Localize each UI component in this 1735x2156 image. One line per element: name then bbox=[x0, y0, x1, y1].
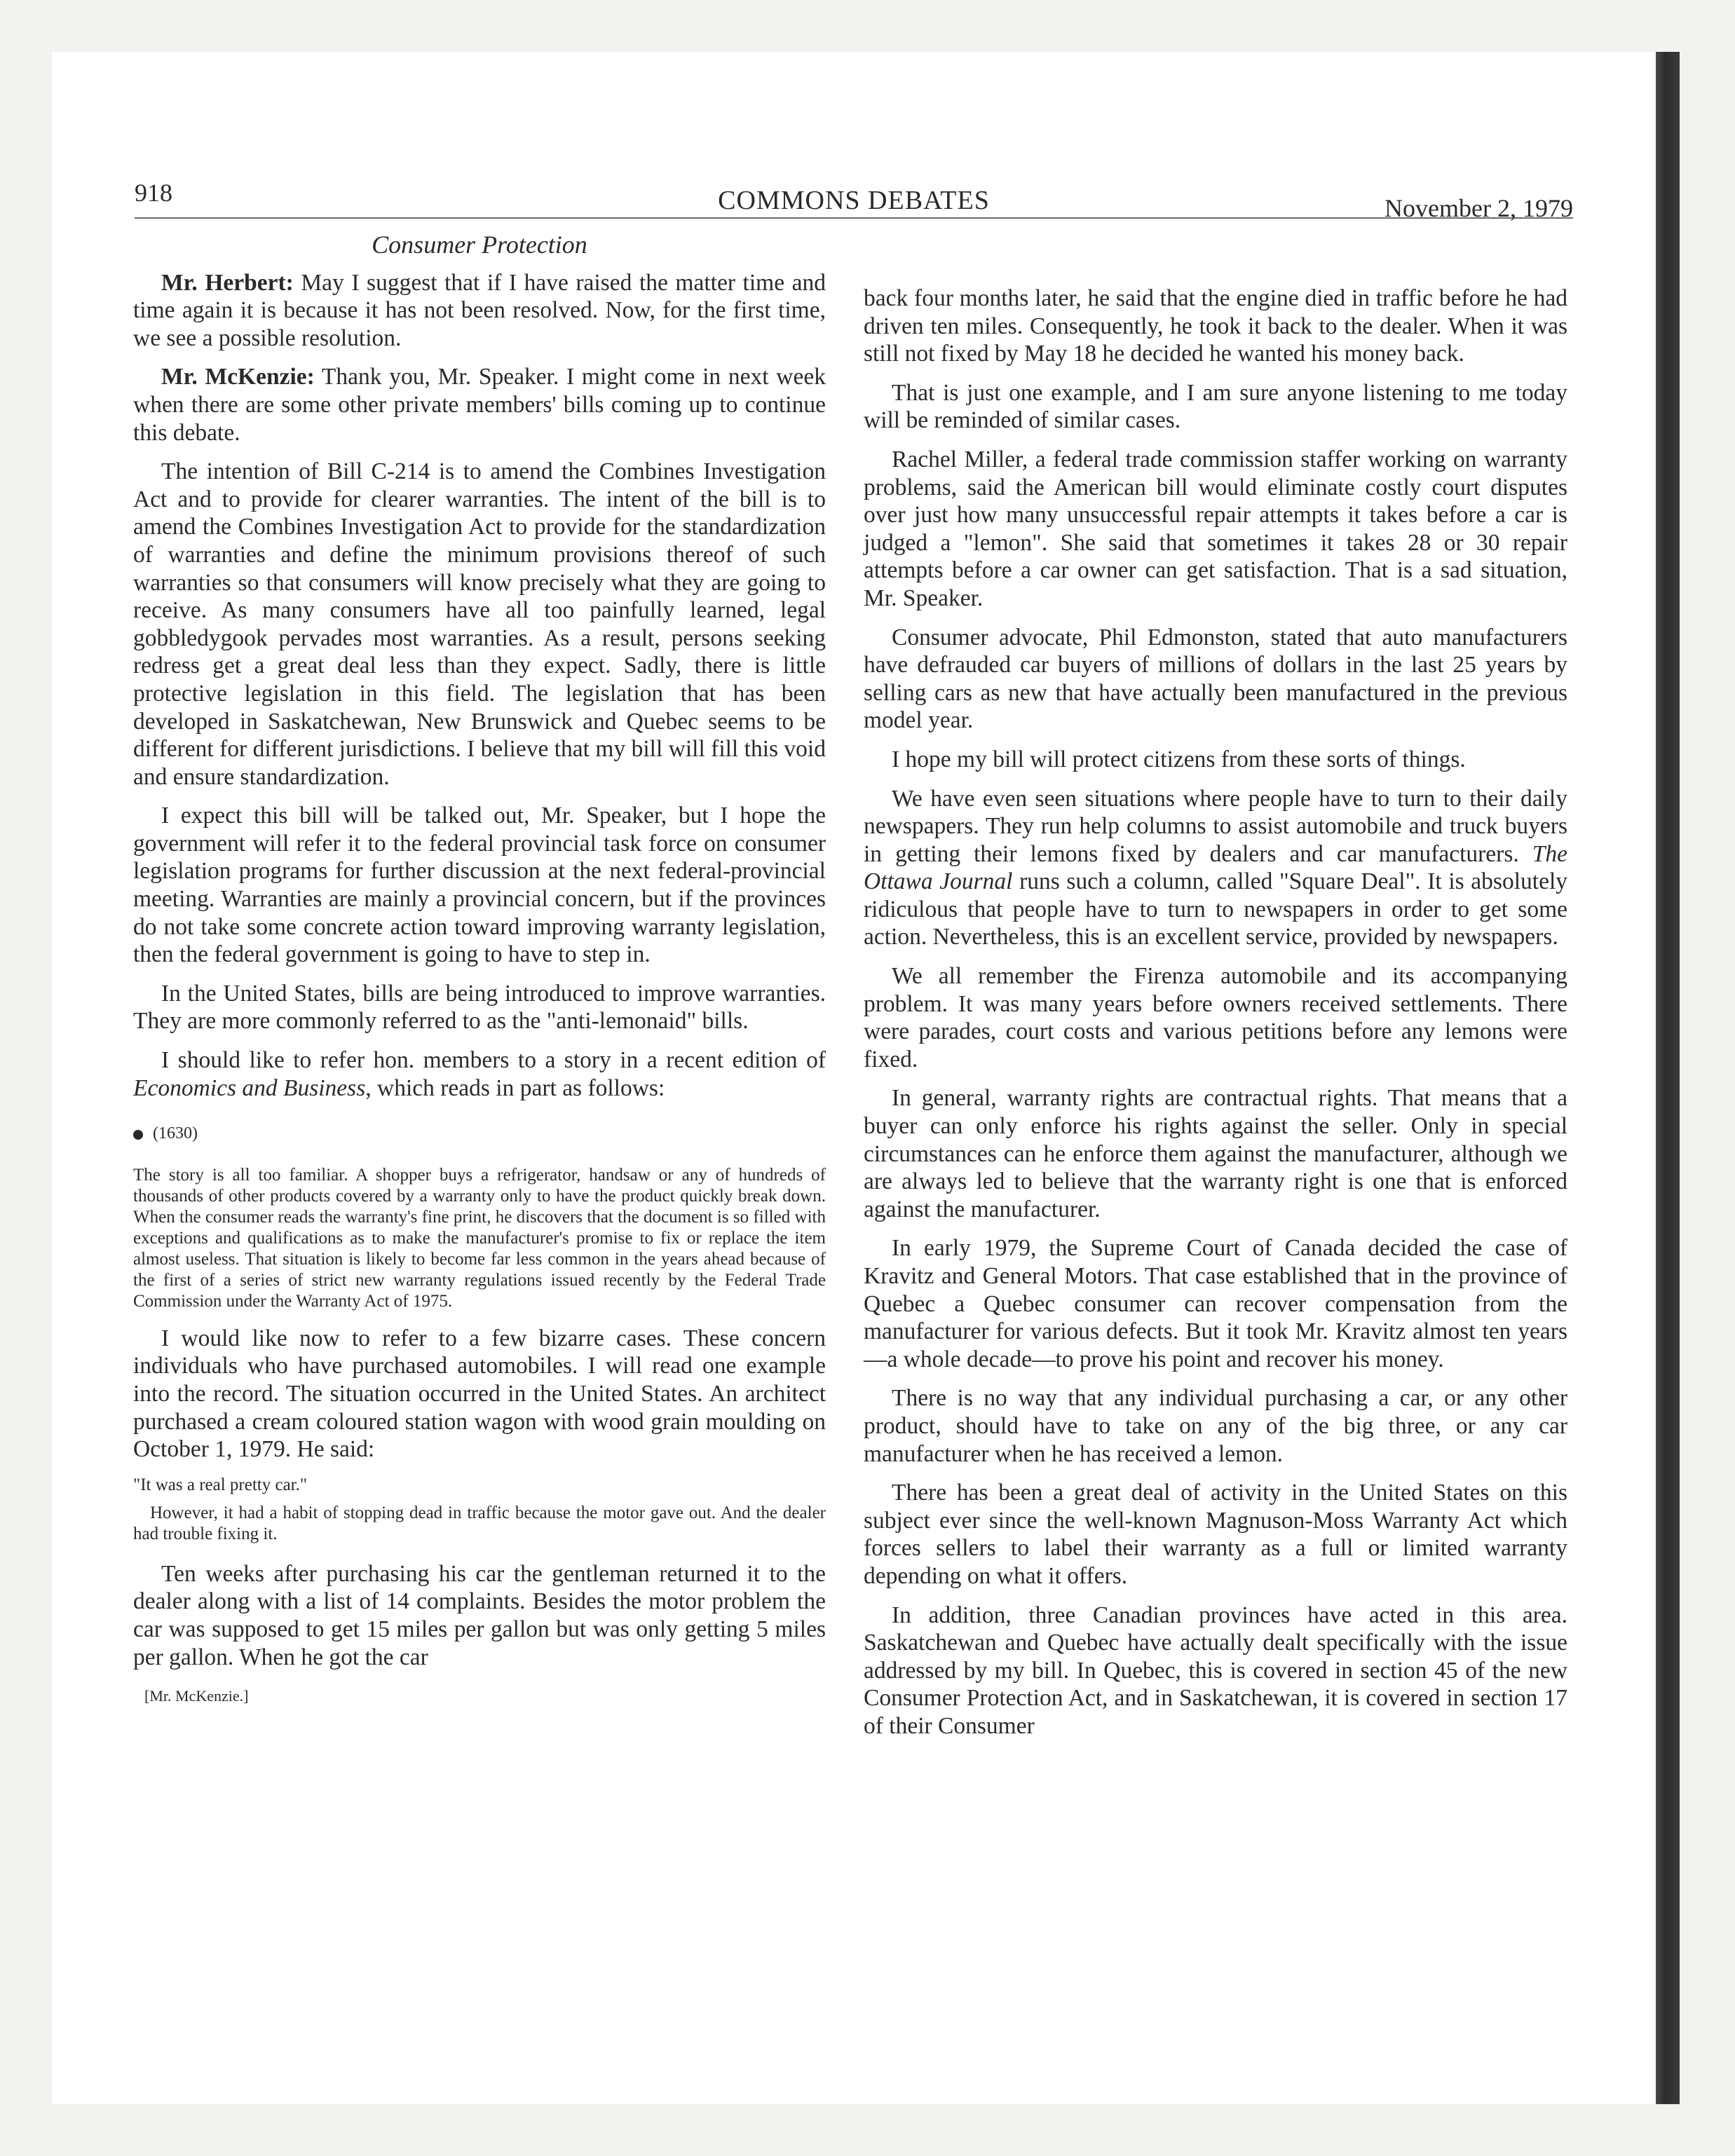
paragraph: I expect this bill will be talked out, Mr. Speaker, but I hope the government will refer it to the federal provincial task force on consumer legislation programs for further discussion at the next federal-provincial meeting. Warranties are mainly a provincial concern, but if the provinces do not take some concrete action toward improving warranty legislation, then the federal government is going to have to step in. bbox=[133, 803, 826, 968]
time-marker bbox=[133, 1120, 826, 1148]
paragraph: I would like now to refer to a few bizarre cases. These concern individuals who have purchased automobiles. I will read one example into the record. The situation occurred in the United States. An architect purchased a cream coloured station wagon with wood grain moulding on October 1, 1979. He said: bbox=[133, 1325, 826, 1463]
running-title: COMMONS DEBATES bbox=[718, 186, 990, 215]
publication-title: Economics and Business bbox=[133, 1074, 366, 1101]
paragraph: Rachel Miller, a federal trade commission staffer working on warranty problems, said the American bill would eliminate costly court disputes over just how many unsuccessful repair attempts it takes before a car is judged a "lemon". She said that sometimes it takes 28 or 30 repair attempts before a car owner can get satisfaction. That is a sad situation, Mr. Speaker. bbox=[864, 446, 1567, 611]
page-date: November 2, 1979 bbox=[1384, 194, 1573, 222]
block-quote: The story is all too familiar. A shopper buys a refrigerator, handsaw or any of hundreds of thousands of other products covered by a warranty only to have the product quickly break down. When the consumer reads the warranty's fine print, he discovers that the document is so filled with exceptions and qualifications as to make the manufacturer's promise to fix or replace the item almost useless. That situation is likely to become far less common in the years ahead because of the first of a series of strict new warranty regulations issued recently by the Federal Trade Commission under the Warranty Act of 1975. bbox=[133, 1165, 826, 1311]
time-marker-text: (1630) bbox=[153, 1124, 198, 1143]
paragraph: That is just one example, and I am sure anyone listening to me today will be reminded of similar cases. bbox=[864, 379, 1567, 434]
paragraph bbox=[864, 785, 1567, 952]
publication-title: The Ottawa Journal bbox=[864, 840, 1567, 895]
paragraph-text: I should like to refer hon. members to a story in a recent edition of bbox=[161, 1047, 826, 1074]
paragraph: In general, warranty rights are contractual rights. That means that a buyer can only enforce his rights against the seller. Only in special circumstances can he enforce them against the manufacturer, although we are always led to believe that the warranty right is one that is enforced against the manufacturer. bbox=[864, 1085, 1567, 1222]
paragraph: In the United States, bills are being introduced to improve warranties. They are more commonly referred to as the "anti-lemonaid" bills. bbox=[133, 980, 826, 1035]
paragraph: I hope my bill will protect citizens from these sorts of things. bbox=[892, 746, 1466, 772]
paragraph: There has been a great deal of activity in the United States on this subject ever since the well-known Magnuson-Moss Warranty Act which forces sellers to label their warranty as a full or limited warranty depending on what it offers. bbox=[864, 1480, 1567, 1589]
right-column bbox=[864, 285, 1567, 1752]
paragraph bbox=[133, 1046, 826, 1102]
paragraph-text: May I suggest that if I have raised the matter time and time again it is because it has not been resolved. Now, for the first time, we see a possible resolution. bbox=[133, 269, 826, 351]
speaker-name: Mr. McKenzie: bbox=[161, 364, 315, 390]
paragraph: The intention of Bill C-214 is to amend the Combines Investigation Act and to provide for clearer warranties. The intent of the bill is to amend the Combines Investigation Act to provide for the standardization of warranties and define the minimum provisions thereof of such warranties so that consumers will know precisely what they are going to receive. As many consumers have all too painfully learned, legal gobbledygook pervades most warranties. As a result, persons seeking redress get a great deal less than they expect. Sadly, there is little protective legislation in this field. The legislation that has been developed in Saskatchewan, New Brunswick and Quebec seems to be different for different jurisdictions. I believe that my bill will fill this void and ensure standardization. bbox=[133, 458, 826, 790]
paragraph-text: We have even seen situations where people have to turn to their daily newspapers. They run help columns to assist automobile and truck buyers in getting their lemons fixed by dealers and car manufacturers. bbox=[864, 785, 1567, 867]
paragraph: In addition, three Canadian provinces have acted in this area. Saskatchewan and Quebec have actually dealt specifically with the issue addressed by my bill. In Quebec, this is covered in section 45 of the new Consumer Protection Act, and in Saskatchewan, it is covered in section 17 of their Consumer bbox=[864, 1602, 1567, 1739]
section-heading: Consumer Protection bbox=[372, 231, 587, 259]
paragraph: There is no way that any individual purchasing a car, or any other product, should have to take on any of the big three, or any car manufacturer when he has received a lemon. bbox=[864, 1385, 1567, 1467]
block-quote: However, it had a habit of stopping dead in traffic because the motor gave out. And the dealer had trouble fixing it. bbox=[133, 1503, 826, 1543]
paragraph: In early 1979, the Supreme Court of Canada decided the case of Kravitz and General Motors. That case established that in the province of Quebec a Quebec consumer can recover compensation from the manufacturer for various defects. But it took Mr. Kravitz almost ten years—a whole decade—to prove his point and recover his money. bbox=[864, 1235, 1567, 1372]
paragraph bbox=[133, 269, 826, 353]
block-quote: "It was a real pretty car." bbox=[133, 1475, 308, 1494]
paragraph-text: Thank you, Mr. Speaker. I might come in next week when there are some other private members' bills coming up to continue this debate. bbox=[133, 364, 826, 446]
left-column bbox=[133, 231, 826, 1710]
page-header bbox=[135, 175, 1573, 222]
page-number: 918 bbox=[135, 179, 172, 207]
paragraph: We all remember the Firenza automobile and its accompanying problem. It was many years before owners received settlements. There were parades, court costs and various petitions before any lemons were fixed. bbox=[864, 963, 1567, 1072]
paragraph: Ten weeks after purchasing his car the gentleman returned it to the dealer along with a list of 14 complaints. Besides the motor problem the car was supposed to get 15 miles per gallon but was only getting 5 miles per gallon. When he got the car bbox=[133, 1560, 826, 1670]
speaker-footnote: [Mr. McKenzie.] bbox=[144, 1687, 249, 1705]
bullet-icon bbox=[133, 1130, 143, 1140]
paragraph: back four months later, he said that the engine died in traffic before he had driven ten miles. Consequently, he took it back to the dealer. When it was still not fixed by May 18 he decided he wanted his money back. bbox=[864, 285, 1567, 367]
binding-edge bbox=[1656, 52, 1680, 2104]
paragraph-text: , which reads in part as follows: bbox=[365, 1074, 665, 1101]
paragraph: Consumer advocate, Phil Edmonston, stated that auto manufacturers have defrauded car buyers of millions of dollars in the last 25 years by selling cars as new that have actually been manufactured in the previous model year. bbox=[864, 624, 1567, 734]
paragraph bbox=[133, 363, 826, 446]
speaker-name: Mr. Herbert: bbox=[161, 269, 294, 296]
paragraph-text: runs such a column, called "Square Deal". It is absolutely ridiculous that people have to turn to newspapers in order to get some action. Nevertheless, this is an excellent service, provided by newspapers. bbox=[864, 868, 1567, 950]
